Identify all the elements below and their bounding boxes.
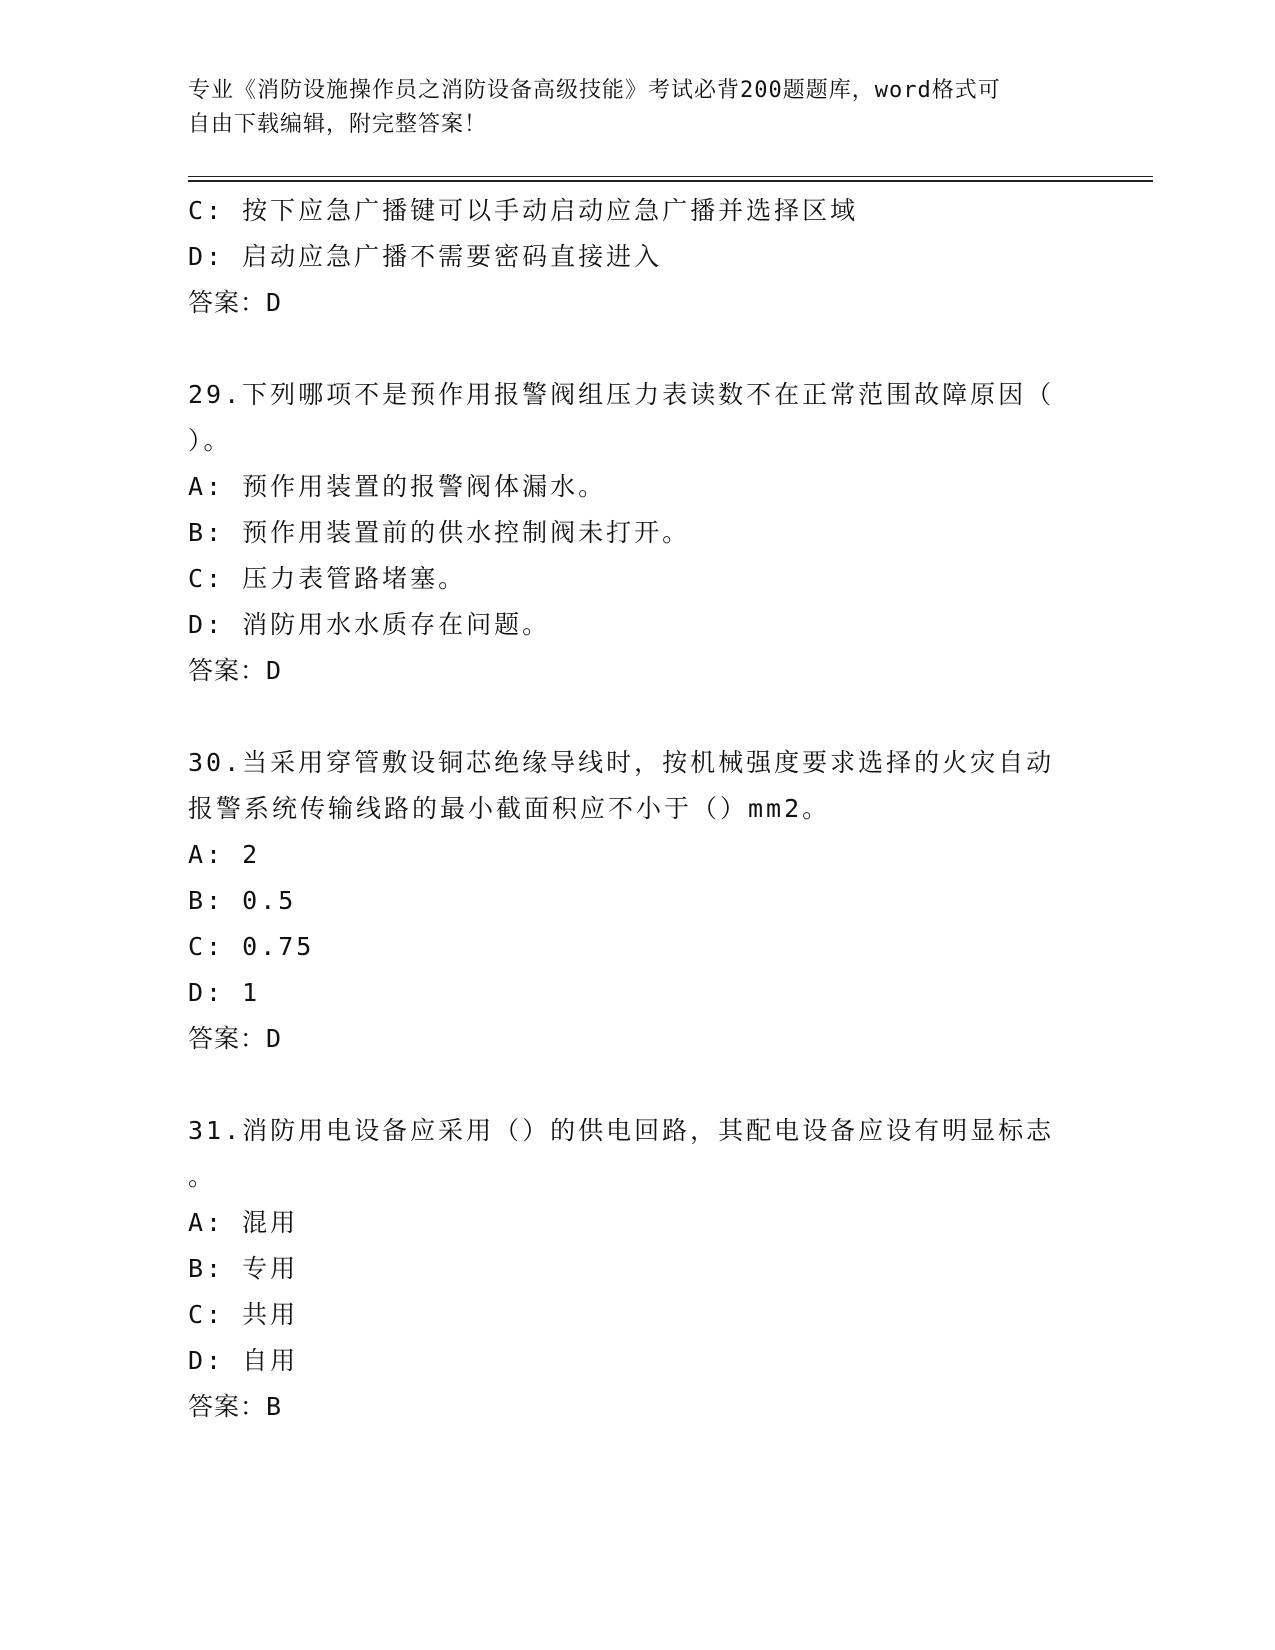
option-b: B: 专用: [188, 1254, 299, 1283]
answer-line: 答案：D: [188, 288, 283, 317]
option-d: D: 启动应急广播不需要密码直接进入: [188, 242, 663, 271]
option-b: B: 预作用装置前的供水控制阀未打开。: [188, 518, 691, 547]
header-line-2: 自由下载编辑，附完整答案！: [188, 112, 488, 137]
option-c: C: 共用: [188, 1300, 299, 1329]
option-d: D: 消防用水水质存在问题。: [188, 610, 551, 639]
document-header: [188, 74, 1088, 142]
option-c: C: 压力表管路堵塞。: [188, 564, 467, 593]
option-c: C: 0.75: [188, 932, 315, 961]
question-spacer: [188, 1062, 1078, 1108]
option-a: A: 预作用装置的报警阀体漏水。: [188, 472, 607, 501]
header-line-1: 专业《消防设施操作员之消防设备高级技能》考试必背200题题库，word格式可: [188, 78, 1001, 103]
option-d: D: 1: [188, 978, 261, 1007]
document-content: [188, 188, 1078, 1430]
question-31: [188, 1108, 1078, 1430]
question-stem-line: 29.下列哪项不是预作用报警阀组压力表读数不在正常范围故障原因（: [188, 380, 1055, 409]
question-stem-line: 。: [188, 1162, 217, 1191]
question-30: [188, 740, 1078, 1062]
question-stem-line: ）。: [188, 426, 232, 455]
question-stem-line: 报警系统传输线路的最小截面积应不小于（）mm2。: [188, 794, 831, 823]
question-stem-line: 31.消防用电设备应采用（）的供电回路，其配电设备应设有明显标志: [188, 1116, 1055, 1145]
question-spacer: [188, 326, 1078, 372]
answer-line: 答案：D: [188, 656, 283, 685]
header-divider-thin: [188, 176, 1153, 177]
question-spacer: [188, 694, 1078, 740]
answer-line: 答案：B: [188, 1392, 283, 1421]
option-c: C: 按下应急广播键可以手动启动应急广播并选择区域: [188, 196, 859, 225]
question-29: [188, 372, 1078, 694]
question-stem-line: 30.当采用穿管敷设铜芯绝缘导线时，按机械强度要求选择的火灾自动: [188, 748, 1055, 777]
option-a: A: 2: [188, 840, 261, 869]
option-a: A: 混用: [188, 1208, 299, 1237]
question-fragment-28: [188, 188, 1078, 326]
header-divider-thick: [188, 180, 1153, 182]
option-d: D: 自用: [188, 1346, 299, 1375]
option-b: B: 0.5: [188, 886, 297, 915]
answer-line: 答案：D: [188, 1024, 283, 1053]
